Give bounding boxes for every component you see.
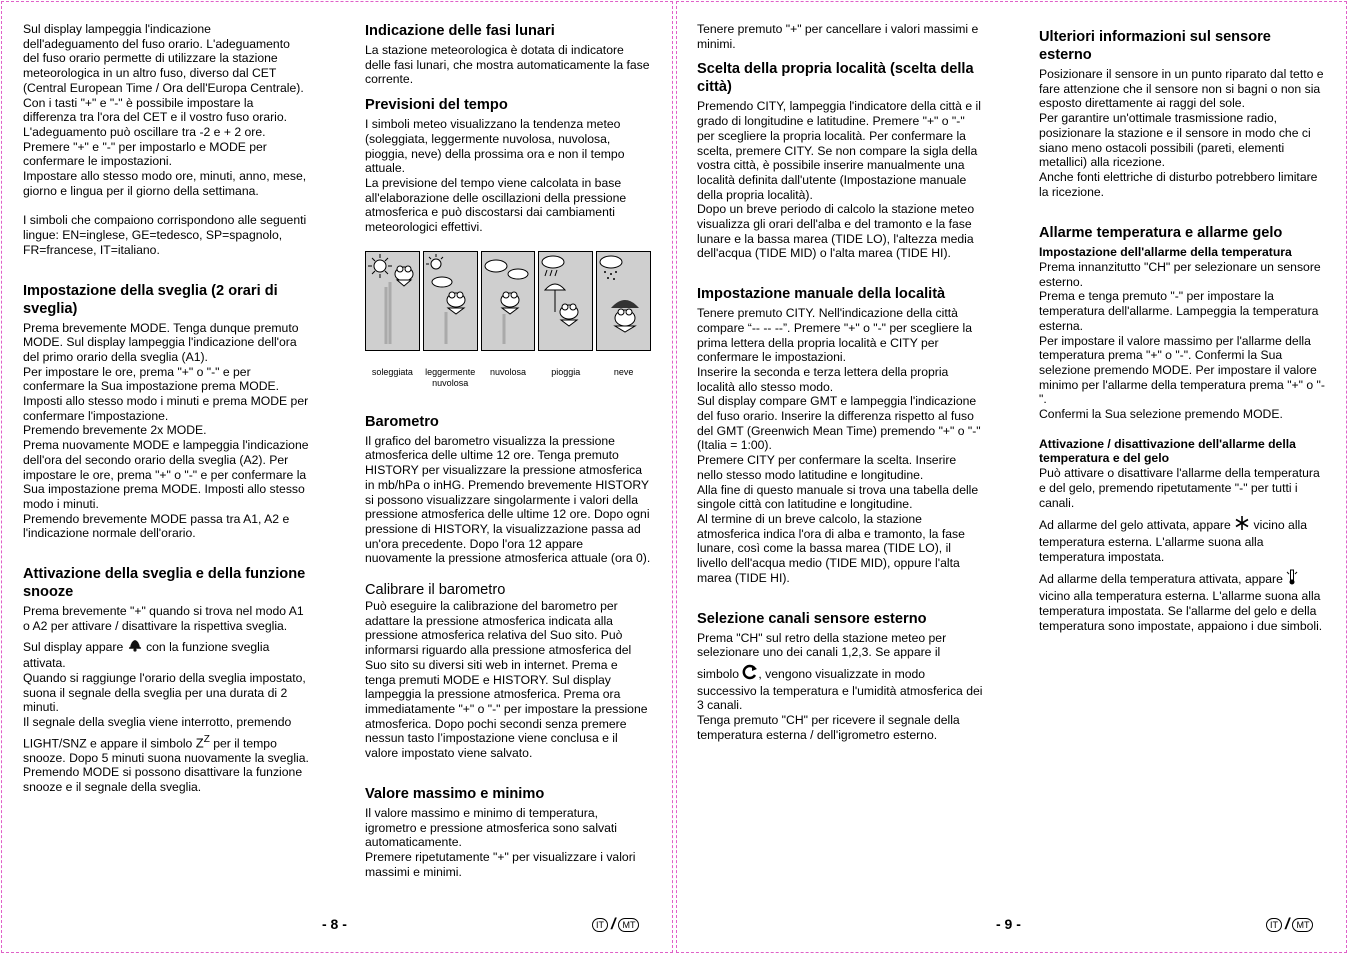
weather-icons-row xyxy=(365,251,651,351)
text: simbolo xyxy=(697,666,739,681)
section-heading: Allarme temperatura e allarme gelo xyxy=(1039,225,1283,242)
paragraph: Il valore massimo e minimo di temperatura, igrometro e pressione atmosferica sono salvati automaticamente. xyxy=(365,805,617,850)
text: con la funzione sveglia attivata. xyxy=(23,639,270,671)
rain-frog-icon xyxy=(538,251,593,351)
subheading: Impostazione dell'allarme della temperatura xyxy=(1039,245,1292,260)
section-heading: Calibrare il barometro xyxy=(365,582,506,599)
paragraph: La previsione del tempo viene calcolata in base all'elaborazione delle oscillazioni della pressione atmosferica e può discostarsi dai cambiamenti meteorologici effettivi. xyxy=(365,175,627,235)
snooze-zz-icon: $Z^Z$ xyxy=(195,733,210,751)
text: Ad allarme della temperatura attivata, appare xyxy=(1039,572,1283,587)
paragraph: Premere ripetutamente "+" per visualizzare i valori massimi e minimi. xyxy=(365,849,636,879)
section-heading: Impostazione della sveglia (2 orari di sveglia) xyxy=(23,282,278,317)
section-heading: Ulteriori informazioni sul sensore esterno xyxy=(1039,29,1271,63)
section-heading: Indicazione delle fasi lunari xyxy=(365,23,555,39)
paragraph: Tenga premuto "CH" per ricevere il segnale della temperatura esterna / dell'igrometro esterno. xyxy=(697,713,960,742)
paragraph: Premere "+" e "-" per impostarlo e MODE per confermare le impostazioni. xyxy=(23,139,267,169)
weather-label: nuvolosa xyxy=(489,366,526,377)
language-indicator xyxy=(1266,916,1313,934)
text: vicino alla temperatura esterna. L'allarme suona alla temperatura impostata. xyxy=(1039,518,1308,564)
paragraph: Confermi la Sua selezione premendo MODE. xyxy=(1039,407,1283,422)
paragraph: Sul display lampeggia l'indicazione dell'adeguamento del fuso orario. L'adeguamento del fuso orario permette di utilizzare la stazione meteorologica in un altro fuso, diverso dal CET (Central European Time / Ora dell'Europa Centrale). Con i tasti "+" e "-" è possibile impostare la differenza tra l'ora del CET e il vostro fuso orario. L'adeguamento può oscillare tra -2 e + 2 ore. xyxy=(23,22,304,139)
weather-label: pioggia xyxy=(551,366,581,377)
paragraph: Anche fonti elettriche di disturbo potrebbero limitare la ricezione. xyxy=(1039,169,1318,199)
slash-separator: / xyxy=(611,916,616,933)
snowflake-icon xyxy=(1234,515,1250,535)
paragraph: Il grafico del barometro visualizza la pressione atmosferica delle ultime 12 ore. Tenga premuto HISTORY per visualizzare la pressione atmosferica in mb/hPa o inHG. Premendo brevemente HISTORY si possono visualizzare singolarmente i valori della pressione atmosferica delle ultime 12 ore. Dopo ogni pressione di HISTORY, la visualizzazione passa ad un'ora precedente. Dopo l'ora 12 appare nuovamente la pressione atmosferica attuale (ora 0). xyxy=(365,433,651,566)
text: Sul display appare xyxy=(23,639,124,654)
paragraph: Può attivare o disattivare l'allarme della temperatura e del gelo, premendo ripetutamente "-" per tutti i canali. xyxy=(1039,466,1320,510)
paragraph: Premere CITY per confermare la scelta. Inserire nello stesso modo latitudine e longitudine. xyxy=(697,453,957,482)
weather-label: leggermente nuvolosa xyxy=(425,366,476,388)
paragraph: Impostare allo stesso modo ore, minuti, anno, mese, giorno e lingua per il giorno della settimana. xyxy=(23,169,307,198)
paragraph: Prema nuovamente MODE e lampeggia l'indicazione dell'ora del secondo orario della sveglia (A2). Per impostare le ore, prema "+" o "-" e per confermare la Sua impostazione prema MODE. Imposti allo stesso modo i minuti. xyxy=(23,438,309,511)
page-number: - 9 - xyxy=(996,916,1021,932)
cloudy-frog-icon xyxy=(481,251,536,351)
text: Ad allarme del gelo attivata, appare xyxy=(1039,518,1231,533)
paragraph: Tenere premuto "+" per cancellare i valori massimi e minimi. xyxy=(697,22,979,51)
partly-cloudy-frog-icon xyxy=(423,251,478,351)
paragraph: Premendo brevemente 2x MODE. xyxy=(23,423,207,438)
paragraph: I simboli che compaiono corrispondono alle seguenti lingue: EN=inglese, GE=tedesco, SP=spagnolo, FR=francese, IT=italiano. xyxy=(23,213,307,257)
paragraph xyxy=(697,664,983,713)
sunny-frog-icon xyxy=(365,251,420,351)
weather-labels xyxy=(365,367,651,389)
paragraph: Prema e tenga premuto "-" per impostare la temperatura dell'allarme. Lampeggia la temperatura esterna. xyxy=(1039,289,1319,333)
paragraph: Tenere premuto CITY. Nell'indicazione della città compare “-- -- --”. Premere "+" o "-" per scegliere la prima lettera della propria località e CITY per confermare le impostazioni. xyxy=(697,306,972,365)
cycle-arrow-icon xyxy=(742,664,758,684)
paragraph: Premendo brevemente MODE passa tra A1, A2 e l'indicazione normale dell'orario. xyxy=(23,511,290,541)
paragraph: Prema brevemente MODE. Tenga dunque premuto MODE. Sul display lampeggia l'indicazione dell'ora del primo orario della sveglia (A1). xyxy=(23,320,299,364)
paragraph: Prema brevemente "+" quando si trova nel modo A1 o A2 per attivare / disattivare la rispettiva sveglia. xyxy=(23,604,304,633)
paragraph: Inserire la seconda e terza lettera della propria località allo stesso modo. xyxy=(697,364,949,394)
paragraph: Alla fine di questo manuale si trova una tabella delle singole città con latitudine e longitudine. xyxy=(697,482,979,512)
section-heading: Valore massimo e minimo xyxy=(365,785,545,802)
paragraph: Per impostare le ore, prema "+" o "-" e per confermare la Sua impostazione prema MODE. Imposti allo stesso modo i minuti e prema MODE per confermare l'impostazione. xyxy=(23,364,309,423)
snow-frog-icon xyxy=(596,251,651,351)
paragraph: Il segnale della sveglia viene interrotto, premendo xyxy=(23,715,292,730)
paragraph: I simboli meteo visualizzano la tendenza meteo (soleggiata, leggermente nuvolosa, nuvolosa, pioggia, neve) della prossima ora e non il tempo attuale. xyxy=(365,117,625,176)
section-heading: Previsioni del tempo xyxy=(365,97,508,114)
paragraph: Al termine di un breve calcolo, la stazione atmosferica indica l'ora di alba e tramonto, la fase lunare, così come la bassa marea (TIDE LO), il livello dell'acqua medio (TIDE MID), oppure l'alta marea (TIDE HI). xyxy=(697,511,965,585)
paragraph: Per impostare il valore massimo per l'allarme della temperatura prema "+" o "-". Confermi la Sua selezione premendo MODE. Per impostare il valore minimo per l'allarme della temperatura prema "+" o "-". xyxy=(1039,333,1325,407)
paragraph: Prema innanzitutto "CH" per selezionare un sensore esterno. xyxy=(1039,260,1321,289)
subheading: Attivazione / disattivazione dell'allarme della temperatura e del gelo xyxy=(1039,436,1296,466)
language-code: MT xyxy=(1292,918,1313,932)
language-code: IT xyxy=(1266,918,1282,932)
weather-label: neve xyxy=(613,366,634,377)
paragraph: Posizionare il sensore in un punto riparato dal tetto e fare attenzione che il sensore non si bagni o non sia esposto direttamente ai raggi del sole. xyxy=(1039,67,1324,111)
page-number: - 8 - xyxy=(322,916,347,932)
paragraph: Premendo CITY, lampeggia l'indicatore della città e il grado di longitudine e latitudine. Premere "+" o "-" per scegliere la propria località. Per confermare la scelta, premere CITY. Se non compare la sigla della vostra città, è possibile inserire manualmente una località definita dall'utente (Impostazione manuale della propria località). xyxy=(697,99,981,202)
text: , vengono visualizzate in modo successivo la temperatura e l'umidità atmosferica dei 3 canali. xyxy=(697,666,983,713)
paragraph xyxy=(23,733,309,766)
text: per il tempo snooze. Dopo 5 minuti suona nuovamente la sveglia. xyxy=(23,736,309,765)
paragraph: Quando si raggiunge l'orario della sveglia impostato, suona il segnale della sveglia per una durata di 2 minuti. xyxy=(23,670,306,715)
section-heading: Selezione canali sensore esterno xyxy=(697,610,927,627)
text: vicino alla temperatura esterna. L'allarme suona alla temperatura impostata. Se l'allarme del gelo e della temperatura sono impostate, appaiono i due simboli. xyxy=(1039,589,1323,633)
paragraph: Sul display compare GMT e lampeggia l'indicazione del fuso orario. Inserire la differenza rispetto al fuso del GMT (Greenwich Mean Time) premendo "+" o "-" (Italia = 1:00). xyxy=(697,394,981,453)
column-1 xyxy=(23,22,309,795)
paragraph: Può eseguire la calibrazione del barometro per adattare la pressione atmosferica indicata alla pressione atmosferica relativa del Suo sito. Può informarsi riguardo alla pressione atmosferica del Suo sito su diversi siti web in internet. Prema e tenga premuti MODE e HISTORY. Sul display lampeggia la pressione atmosferica. Prema ora immediatamente "+" o "-" per impostare la pressione atmosferica. Dopo pochi secondi senza premere nessun tasto l’impostazione viene conclusa e il valore impostato viene salvato. xyxy=(365,599,648,761)
language-code: MT xyxy=(618,918,639,932)
paragraph: Dopo un breve periodo di calcolo la stazione meteo visualizza gli orari dell'alba e del tramonto e la fase lunare e la bassa marea (TIDE LO), l'altezza media dell'acqua (TIDE MID) o l'alta marea (TIDE HI). xyxy=(697,202,975,261)
paragraph: Premendo MODE si possono disattivare la funzione snooze e il segnale della sveglia. xyxy=(23,765,303,795)
language-code: IT xyxy=(592,918,608,932)
paragraph: La stazione meteorologica è dotata di indicatore delle fasi lunari, che mostra automaticamente la fase corrente. xyxy=(365,43,650,87)
section-heading: Attivazione della sveglia e della funzione snooze xyxy=(23,566,306,601)
column-4 xyxy=(1039,28,1327,633)
language-indicator xyxy=(592,916,639,934)
paragraph: Per garantire un'ottimale trasmissione radio, posizionare la stazione e il sensore in modo che ci siano meno ostacoli possibili (pareti, elementi metallici) alla ricezione. xyxy=(1039,111,1311,170)
slash-separator: / xyxy=(1285,916,1290,933)
column-3 xyxy=(697,22,983,742)
section-heading: Scelta della propria località (scelta della città) xyxy=(697,61,974,96)
thermometer-alarm-icon xyxy=(1286,569,1298,589)
paragraph xyxy=(1039,515,1327,564)
section-heading: Barometro xyxy=(365,413,439,430)
paragraph xyxy=(23,637,309,671)
bell-icon xyxy=(127,637,143,657)
paragraph: Prema "CH" sul retro della stazione meteo per selezionare uno dei canali 1,2,3. Se appare il xyxy=(697,630,947,660)
paragraph xyxy=(1039,569,1327,633)
column-2 xyxy=(365,22,651,879)
weather-label: soleggiata xyxy=(371,366,413,377)
section-heading: Impostazione manuale della località xyxy=(697,286,946,303)
text: LIGHT/SNZ e appare il simbolo xyxy=(23,736,193,751)
